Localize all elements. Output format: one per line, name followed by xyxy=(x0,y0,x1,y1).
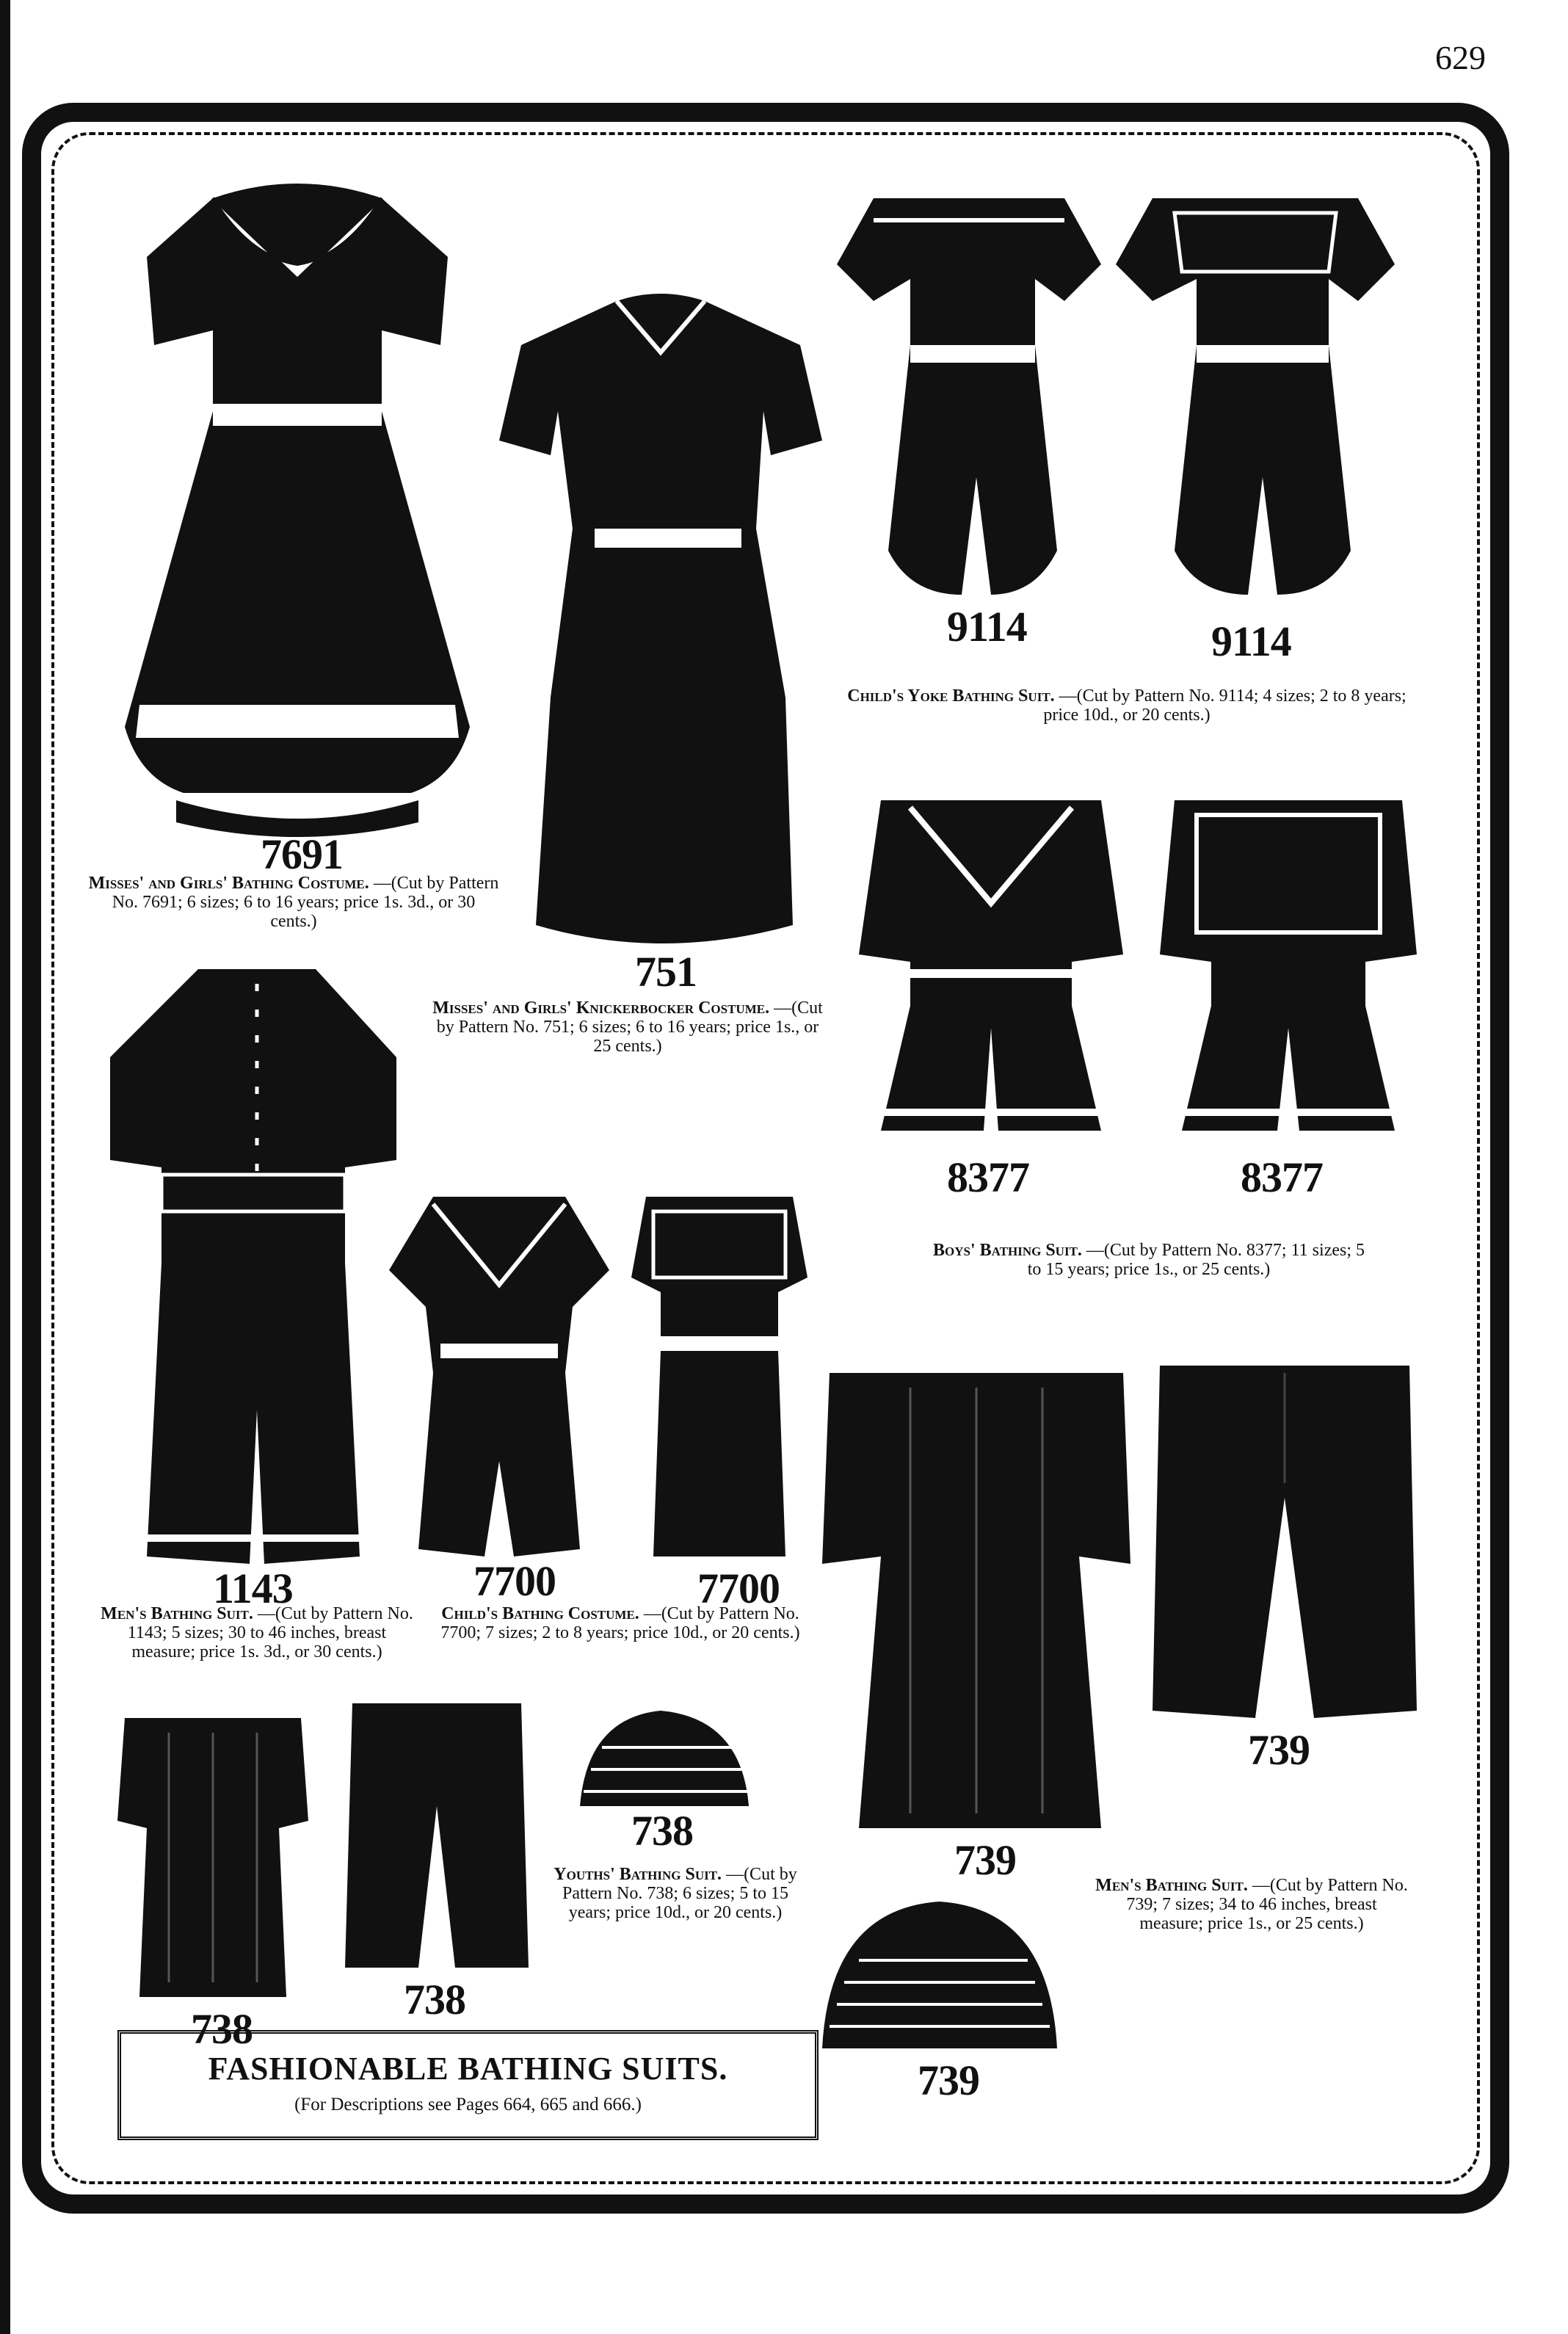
pattern-number-1143: 1143 xyxy=(213,1565,293,1612)
caption-9114-body: —(Cut by Pattern No. 9114; 4 sizes; 2 to 8 years; price 10d., or 20 cents.) xyxy=(1043,686,1407,725)
pattern-number-8377-back: 8377 xyxy=(1241,1153,1323,1201)
illustration-738-trunks xyxy=(338,1689,536,2026)
illustration-739-shirt xyxy=(815,1358,1138,1887)
caption-7691-title: Misses' and Girls' Bathing Costume. xyxy=(88,874,369,893)
caption-738-title: Youths' Bathing Suit. xyxy=(553,1865,722,1884)
pattern-number-738-cap: 738 xyxy=(631,1807,693,1855)
caption-9114 xyxy=(844,686,1409,725)
page-title: FASHIONABLE BATHING SUITS. xyxy=(208,2051,728,2087)
pattern-number-738-shirt: 738 xyxy=(191,2005,253,2053)
illustration-1143-mens-suit xyxy=(103,954,411,1615)
pattern-number-739-shirt: 739 xyxy=(954,1836,1016,1884)
illustration-8377-back xyxy=(1153,786,1424,1211)
illustration-8377-front xyxy=(852,786,1130,1211)
caption-7700-title: Child's Bathing Costume. xyxy=(441,1604,639,1623)
pattern-number-738-trunks: 738 xyxy=(404,1976,465,2023)
pattern-number-739-trunks: 739 xyxy=(1248,1726,1310,1774)
page-number: 629 xyxy=(1435,39,1486,76)
illustration-9114-back xyxy=(1108,184,1402,665)
caption-739-body: —(Cut by Pattern No. 739; 7 sizes; 34 to 46 inches, breast measure; price 1s., or 25 cents.) xyxy=(1126,1876,1408,1933)
caption-9114-title: Child's Yoke Bathing Suit. xyxy=(847,686,1055,706)
caption-739-title: Men's Bathing Suit. xyxy=(1095,1876,1248,1895)
pattern-number-7700-back: 7700 xyxy=(697,1565,780,1612)
pattern-number-751: 751 xyxy=(635,948,697,996)
caption-7700-body: —(Cut by Pattern No. 7700; 7 sizes; 2 to 8 years; price 10d., or 20 cents.) xyxy=(440,1604,800,1642)
illustration-739-trunks xyxy=(1145,1351,1424,1777)
pattern-number-8377-front: 8377 xyxy=(947,1153,1029,1201)
caption-7691 xyxy=(88,874,499,931)
illustration-7700-front xyxy=(382,1182,617,1605)
page-title-box xyxy=(117,2030,819,2140)
pattern-number-739-cap: 739 xyxy=(918,2056,979,2104)
illustration-7700-back xyxy=(624,1182,815,1615)
caption-751 xyxy=(426,999,830,1056)
caption-1143-title: Men's Bathing Suit. xyxy=(101,1604,253,1623)
caption-739 xyxy=(1094,1876,1409,1933)
illustration-9114-front xyxy=(830,184,1108,650)
illustration-738-shirt xyxy=(110,1703,316,2056)
caption-1143-body: —(Cut by Pattern No. 1143; 5 sizes; 30 to 46 inches, breast measure; price 1s. 3d., or 30 cents.) xyxy=(127,1604,413,1661)
illustration-751-knickerbocker xyxy=(492,286,830,996)
illustration-7691-costume xyxy=(103,169,492,878)
pattern-number-7700-front: 7700 xyxy=(473,1557,556,1605)
caption-738-body: —(Cut by Pattern No. 738; 6 sizes; 5 to 15 years; price 10d., or 20 cents.) xyxy=(562,1865,797,1922)
caption-8377-title: Boys' Bathing Suit. xyxy=(933,1241,1082,1260)
pattern-number-9114-front: 9114 xyxy=(947,603,1027,650)
caption-8377-body: —(Cut by Pattern No. 8377; 11 sizes; 5 to 15 years; price 1s., or 25 cents.) xyxy=(1027,1241,1365,1279)
caption-1143 xyxy=(95,1604,418,1661)
page-subtitle: (For Descriptions see Pages 664, 665 and 666.) xyxy=(294,2095,642,2114)
pattern-number-7691: 7691 xyxy=(261,830,343,878)
left-page-edge xyxy=(0,0,10,2334)
caption-751-body: —(Cut by Pattern No. 751; 6 sizes; 6 to 16 years; price 1s., or 25 cents.) xyxy=(436,999,823,1056)
caption-8377 xyxy=(932,1241,1365,1279)
illustration-738-cap xyxy=(573,1703,756,1855)
caption-7691-body: —(Cut by Pattern No. 7691; 6 sizes; 6 to 16 years; price 1s. 3d., or 30 cents.) xyxy=(112,874,499,931)
illustration-739-cap xyxy=(815,1887,1064,2122)
caption-738 xyxy=(543,1865,807,1922)
caption-751-title: Misses' and Girls' Knickerbocker Costume. xyxy=(432,999,770,1018)
pattern-number-9114-back: 9114 xyxy=(1211,617,1291,665)
caption-7700 xyxy=(433,1604,807,1642)
